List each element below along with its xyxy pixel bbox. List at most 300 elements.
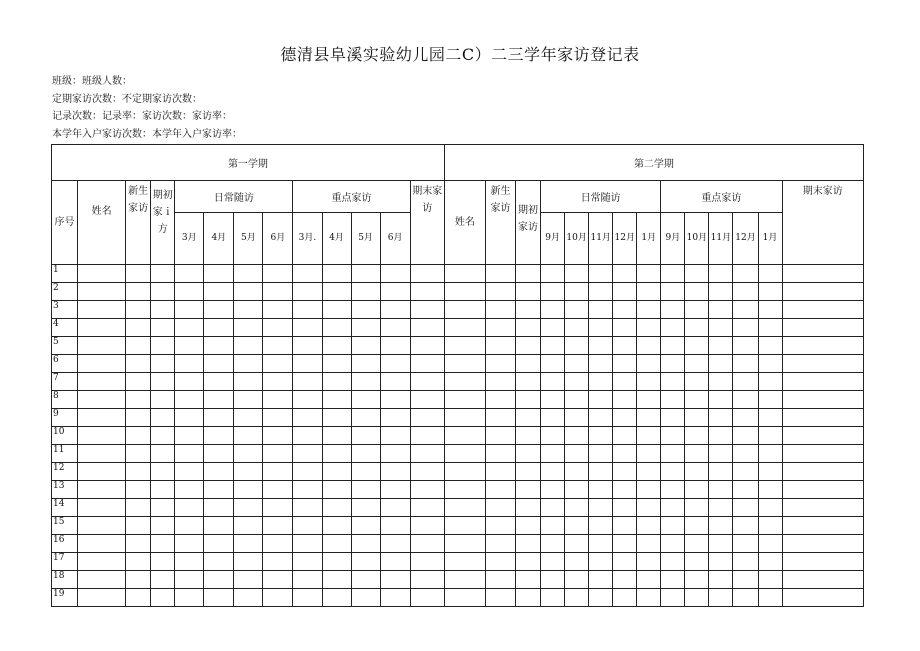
entry-cell[interactable] (380, 265, 410, 283)
entry-cell[interactable] (758, 589, 782, 607)
entry-cell[interactable] (685, 319, 709, 337)
entry-cell[interactable] (126, 535, 151, 553)
entry-cell[interactable] (204, 265, 234, 283)
entry-cell[interactable] (541, 463, 565, 481)
entry-cell[interactable] (782, 535, 863, 553)
entry-cell[interactable] (204, 355, 234, 373)
entry-cell[interactable] (234, 535, 263, 553)
entry-cell[interactable] (380, 463, 410, 481)
entry-cell[interactable] (516, 517, 541, 535)
entry-cell[interactable] (733, 481, 758, 499)
entry-cell[interactable] (151, 427, 175, 445)
entry-cell[interactable] (380, 355, 410, 373)
entry-cell[interactable] (565, 301, 589, 319)
entry-cell[interactable] (541, 571, 565, 589)
entry-cell[interactable] (485, 589, 515, 607)
entry-cell[interactable] (589, 355, 613, 373)
entry-cell[interactable] (589, 481, 613, 499)
entry-cell[interactable] (322, 283, 351, 301)
entry-cell[interactable] (126, 517, 151, 535)
entry-cell[interactable] (410, 265, 444, 283)
entry-cell[interactable] (175, 535, 204, 553)
entry-cell[interactable] (758, 445, 782, 463)
entry-cell[interactable] (758, 337, 782, 355)
entry-cell[interactable] (380, 553, 410, 571)
entry-cell[interactable] (637, 445, 661, 463)
entry-cell[interactable] (758, 535, 782, 553)
entry-cell[interactable] (709, 319, 733, 337)
entry-cell[interactable] (78, 355, 126, 373)
entry-cell[interactable] (444, 553, 485, 571)
entry-cell[interactable] (782, 445, 863, 463)
entry-cell[interactable] (234, 301, 263, 319)
entry-cell[interactable] (444, 481, 485, 499)
entry-cell[interactable] (322, 409, 351, 427)
entry-cell[interactable] (589, 319, 613, 337)
entry-cell[interactable] (263, 463, 293, 481)
entry-cell[interactable] (322, 373, 351, 391)
entry-cell[interactable] (204, 283, 234, 301)
entry-cell[interactable] (516, 391, 541, 409)
entry-cell[interactable] (175, 481, 204, 499)
entry-cell[interactable] (589, 301, 613, 319)
entry-cell[interactable] (661, 319, 685, 337)
entry-cell[interactable] (782, 499, 863, 517)
entry-cell[interactable] (410, 517, 444, 535)
entry-cell[interactable] (322, 337, 351, 355)
entry-cell[interactable] (565, 265, 589, 283)
entry-cell[interactable] (78, 283, 126, 301)
entry-cell[interactable] (78, 499, 126, 517)
entry-cell[interactable] (293, 319, 322, 337)
entry-cell[interactable] (661, 301, 685, 319)
entry-cell[interactable] (516, 553, 541, 571)
entry-cell[interactable] (234, 409, 263, 427)
entry-cell[interactable] (637, 373, 661, 391)
entry-cell[interactable] (516, 265, 541, 283)
entry-cell[interactable] (685, 571, 709, 589)
entry-cell[interactable] (151, 301, 175, 319)
entry-cell[interactable] (293, 265, 322, 283)
entry-cell[interactable] (351, 301, 380, 319)
entry-cell[interactable] (709, 337, 733, 355)
entry-cell[interactable] (151, 553, 175, 571)
entry-cell[interactable] (263, 427, 293, 445)
entry-cell[interactable] (613, 553, 637, 571)
entry-cell[interactable] (263, 337, 293, 355)
entry-cell[interactable] (709, 409, 733, 427)
entry-cell[interactable] (613, 445, 637, 463)
entry-cell[interactable] (351, 445, 380, 463)
entry-cell[interactable] (661, 445, 685, 463)
entry-cell[interactable] (293, 301, 322, 319)
entry-cell[interactable] (589, 265, 613, 283)
entry-cell[interactable] (204, 337, 234, 355)
entry-cell[interactable] (322, 319, 351, 337)
entry-cell[interactable] (685, 517, 709, 535)
entry-cell[interactable] (709, 589, 733, 607)
entry-cell[interactable] (685, 445, 709, 463)
entry-cell[interactable] (293, 499, 322, 517)
entry-cell[interactable] (637, 463, 661, 481)
entry-cell[interactable] (78, 571, 126, 589)
entry-cell[interactable] (637, 481, 661, 499)
entry-cell[interactable] (541, 391, 565, 409)
entry-cell[interactable] (444, 571, 485, 589)
entry-cell[interactable] (565, 553, 589, 571)
entry-cell[interactable] (204, 427, 234, 445)
entry-cell[interactable] (151, 355, 175, 373)
entry-cell[interactable] (589, 283, 613, 301)
entry-cell[interactable] (175, 463, 204, 481)
entry-cell[interactable] (380, 571, 410, 589)
entry-cell[interactable] (589, 391, 613, 409)
entry-cell[interactable] (380, 301, 410, 319)
entry-cell[interactable] (613, 481, 637, 499)
entry-cell[interactable] (709, 427, 733, 445)
entry-cell[interactable] (78, 481, 126, 499)
entry-cell[interactable] (758, 463, 782, 481)
entry-cell[interactable] (565, 355, 589, 373)
entry-cell[interactable] (444, 319, 485, 337)
entry-cell[interactable] (758, 283, 782, 301)
entry-cell[interactable] (410, 319, 444, 337)
entry-cell[interactable] (204, 301, 234, 319)
entry-cell[interactable] (782, 571, 863, 589)
entry-cell[interactable] (175, 319, 204, 337)
entry-cell[interactable] (151, 481, 175, 499)
entry-cell[interactable] (758, 553, 782, 571)
entry-cell[interactable] (351, 499, 380, 517)
entry-cell[interactable] (661, 373, 685, 391)
entry-cell[interactable] (204, 463, 234, 481)
entry-cell[interactable] (234, 445, 263, 463)
entry-cell[interactable] (565, 463, 589, 481)
entry-cell[interactable] (322, 481, 351, 499)
entry-cell[interactable] (126, 391, 151, 409)
entry-cell[interactable] (709, 301, 733, 319)
entry-cell[interactable] (234, 337, 263, 355)
entry-cell[interactable] (175, 391, 204, 409)
entry-cell[interactable] (541, 319, 565, 337)
entry-cell[interactable] (733, 499, 758, 517)
entry-cell[interactable] (351, 373, 380, 391)
entry-cell[interactable] (175, 517, 204, 535)
entry-cell[interactable] (78, 517, 126, 535)
entry-cell[interactable] (589, 373, 613, 391)
entry-cell[interactable] (541, 499, 565, 517)
entry-cell[interactable] (782, 481, 863, 499)
entry-cell[interactable] (485, 571, 515, 589)
entry-cell[interactable] (565, 499, 589, 517)
entry-cell[interactable] (613, 265, 637, 283)
entry-cell[interactable] (637, 553, 661, 571)
entry-cell[interactable] (151, 499, 175, 517)
entry-cell[interactable] (263, 481, 293, 499)
entry-cell[interactable] (565, 481, 589, 499)
entry-cell[interactable] (410, 481, 444, 499)
entry-cell[interactable] (782, 319, 863, 337)
entry-cell[interactable] (709, 463, 733, 481)
entry-cell[interactable] (541, 301, 565, 319)
entry-cell[interactable] (758, 427, 782, 445)
entry-cell[interactable] (293, 373, 322, 391)
entry-cell[interactable] (380, 319, 410, 337)
entry-cell[interactable] (78, 553, 126, 571)
entry-cell[interactable] (126, 463, 151, 481)
entry-cell[interactable] (351, 481, 380, 499)
entry-cell[interactable] (78, 445, 126, 463)
entry-cell[interactable] (322, 463, 351, 481)
entry-cell[interactable] (485, 553, 515, 571)
entry-cell[interactable] (204, 445, 234, 463)
entry-cell[interactable] (613, 355, 637, 373)
entry-cell[interactable] (126, 301, 151, 319)
entry-cell[interactable] (322, 391, 351, 409)
entry-cell[interactable] (516, 445, 541, 463)
entry-cell[interactable] (485, 499, 515, 517)
entry-cell[interactable] (410, 301, 444, 319)
entry-cell[interactable] (263, 319, 293, 337)
entry-cell[interactable] (263, 265, 293, 283)
entry-cell[interactable] (661, 409, 685, 427)
entry-cell[interactable] (234, 283, 263, 301)
entry-cell[interactable] (589, 427, 613, 445)
entry-cell[interactable] (175, 499, 204, 517)
entry-cell[interactable] (709, 571, 733, 589)
entry-cell[interactable] (733, 283, 758, 301)
entry-cell[interactable] (322, 553, 351, 571)
entry-cell[interactable] (541, 265, 565, 283)
entry-cell[interactable] (293, 571, 322, 589)
entry-cell[interactable] (709, 373, 733, 391)
entry-cell[interactable] (661, 337, 685, 355)
entry-cell[interactable] (733, 571, 758, 589)
entry-cell[interactable] (733, 463, 758, 481)
entry-cell[interactable] (410, 571, 444, 589)
entry-cell[interactable] (782, 337, 863, 355)
entry-cell[interactable] (565, 535, 589, 553)
entry-cell[interactable] (175, 373, 204, 391)
entry-cell[interactable] (637, 391, 661, 409)
entry-cell[interactable] (485, 337, 515, 355)
entry-cell[interactable] (126, 283, 151, 301)
entry-cell[interactable] (709, 535, 733, 553)
entry-cell[interactable] (234, 265, 263, 283)
entry-cell[interactable] (126, 265, 151, 283)
entry-cell[interactable] (410, 427, 444, 445)
entry-cell[interactable] (322, 355, 351, 373)
entry-cell[interactable] (351, 463, 380, 481)
entry-cell[interactable] (234, 373, 263, 391)
entry-cell[interactable] (516, 499, 541, 517)
entry-cell[interactable] (589, 445, 613, 463)
entry-cell[interactable] (782, 589, 863, 607)
entry-cell[interactable] (234, 427, 263, 445)
entry-cell[interactable] (613, 301, 637, 319)
entry-cell[interactable] (613, 589, 637, 607)
entry-cell[interactable] (485, 265, 515, 283)
entry-cell[interactable] (661, 427, 685, 445)
entry-cell[interactable] (322, 265, 351, 283)
entry-cell[interactable] (637, 337, 661, 355)
entry-cell[interactable] (565, 427, 589, 445)
entry-cell[interactable] (78, 337, 126, 355)
entry-cell[interactable] (516, 409, 541, 427)
entry-cell[interactable] (234, 553, 263, 571)
entry-cell[interactable] (758, 571, 782, 589)
entry-cell[interactable] (351, 265, 380, 283)
entry-cell[interactable] (613, 463, 637, 481)
entry-cell[interactable] (322, 499, 351, 517)
entry-cell[interactable] (263, 373, 293, 391)
entry-cell[interactable] (613, 337, 637, 355)
entry-cell[interactable] (444, 355, 485, 373)
entry-cell[interactable] (444, 391, 485, 409)
entry-cell[interactable] (661, 517, 685, 535)
entry-cell[interactable] (685, 427, 709, 445)
entry-cell[interactable] (444, 535, 485, 553)
entry-cell[interactable] (637, 535, 661, 553)
entry-cell[interactable] (733, 445, 758, 463)
entry-cell[interactable] (485, 481, 515, 499)
entry-cell[interactable] (322, 445, 351, 463)
entry-cell[interactable] (685, 535, 709, 553)
entry-cell[interactable] (293, 391, 322, 409)
entry-cell[interactable] (516, 427, 541, 445)
entry-cell[interactable] (565, 283, 589, 301)
entry-cell[interactable] (613, 319, 637, 337)
entry-cell[interactable] (516, 589, 541, 607)
entry-cell[interactable] (565, 517, 589, 535)
entry-cell[interactable] (485, 445, 515, 463)
entry-cell[interactable] (126, 337, 151, 355)
entry-cell[interactable] (263, 355, 293, 373)
entry-cell[interactable] (758, 409, 782, 427)
entry-cell[interactable] (661, 553, 685, 571)
entry-cell[interactable] (758, 355, 782, 373)
entry-cell[interactable] (613, 391, 637, 409)
entry-cell[interactable] (589, 463, 613, 481)
entry-cell[interactable] (175, 301, 204, 319)
entry-cell[interactable] (661, 535, 685, 553)
entry-cell[interactable] (380, 499, 410, 517)
entry-cell[interactable] (410, 391, 444, 409)
entry-cell[interactable] (322, 535, 351, 553)
entry-cell[interactable] (685, 409, 709, 427)
entry-cell[interactable] (516, 355, 541, 373)
entry-cell[interactable] (685, 391, 709, 409)
entry-cell[interactable] (175, 265, 204, 283)
entry-cell[interactable] (709, 481, 733, 499)
entry-cell[interactable] (293, 283, 322, 301)
entry-cell[interactable] (322, 571, 351, 589)
entry-cell[interactable] (126, 409, 151, 427)
entry-cell[interactable] (733, 391, 758, 409)
entry-cell[interactable] (293, 427, 322, 445)
entry-cell[interactable] (516, 301, 541, 319)
entry-cell[interactable] (410, 589, 444, 607)
entry-cell[interactable] (175, 355, 204, 373)
entry-cell[interactable] (78, 427, 126, 445)
entry-cell[interactable] (485, 463, 515, 481)
entry-cell[interactable] (709, 265, 733, 283)
entry-cell[interactable] (151, 571, 175, 589)
entry-cell[interactable] (782, 373, 863, 391)
entry-cell[interactable] (293, 409, 322, 427)
entry-cell[interactable] (151, 445, 175, 463)
entry-cell[interactable] (151, 409, 175, 427)
entry-cell[interactable] (126, 499, 151, 517)
entry-cell[interactable] (589, 535, 613, 553)
entry-cell[interactable] (322, 589, 351, 607)
entry-cell[interactable] (444, 283, 485, 301)
entry-cell[interactable] (637, 571, 661, 589)
entry-cell[interactable] (78, 409, 126, 427)
entry-cell[interactable] (204, 373, 234, 391)
entry-cell[interactable] (733, 265, 758, 283)
entry-cell[interactable] (126, 373, 151, 391)
entry-cell[interactable] (410, 355, 444, 373)
entry-cell[interactable] (444, 463, 485, 481)
entry-cell[interactable] (782, 301, 863, 319)
entry-cell[interactable] (613, 373, 637, 391)
entry-cell[interactable] (685, 355, 709, 373)
entry-cell[interactable] (151, 391, 175, 409)
entry-cell[interactable] (541, 283, 565, 301)
entry-cell[interactable] (322, 301, 351, 319)
entry-cell[interactable] (263, 571, 293, 589)
entry-cell[interactable] (661, 499, 685, 517)
entry-cell[interactable] (565, 319, 589, 337)
entry-cell[interactable] (410, 373, 444, 391)
entry-cell[interactable] (541, 481, 565, 499)
entry-cell[interactable] (485, 409, 515, 427)
entry-cell[interactable] (175, 409, 204, 427)
entry-cell[interactable] (661, 355, 685, 373)
entry-cell[interactable] (78, 535, 126, 553)
entry-cell[interactable] (758, 265, 782, 283)
entry-cell[interactable] (351, 391, 380, 409)
entry-cell[interactable] (351, 553, 380, 571)
entry-cell[interactable] (758, 301, 782, 319)
entry-cell[interactable] (661, 589, 685, 607)
entry-cell[interactable] (380, 481, 410, 499)
entry-cell[interactable] (541, 355, 565, 373)
entry-cell[interactable] (637, 517, 661, 535)
entry-cell[interactable] (175, 445, 204, 463)
entry-cell[interactable] (516, 481, 541, 499)
entry-cell[interactable] (565, 409, 589, 427)
entry-cell[interactable] (782, 463, 863, 481)
entry-cell[interactable] (485, 391, 515, 409)
entry-cell[interactable] (637, 355, 661, 373)
entry-cell[interactable] (175, 427, 204, 445)
entry-cell[interactable] (175, 589, 204, 607)
entry-cell[interactable] (637, 283, 661, 301)
entry-cell[interactable] (263, 391, 293, 409)
entry-cell[interactable] (733, 553, 758, 571)
entry-cell[interactable] (126, 427, 151, 445)
entry-cell[interactable] (293, 517, 322, 535)
entry-cell[interactable] (685, 337, 709, 355)
entry-cell[interactable] (380, 337, 410, 355)
entry-cell[interactable] (613, 517, 637, 535)
entry-cell[interactable] (589, 553, 613, 571)
entry-cell[interactable] (485, 427, 515, 445)
entry-cell[interactable] (782, 355, 863, 373)
entry-cell[interactable] (637, 427, 661, 445)
